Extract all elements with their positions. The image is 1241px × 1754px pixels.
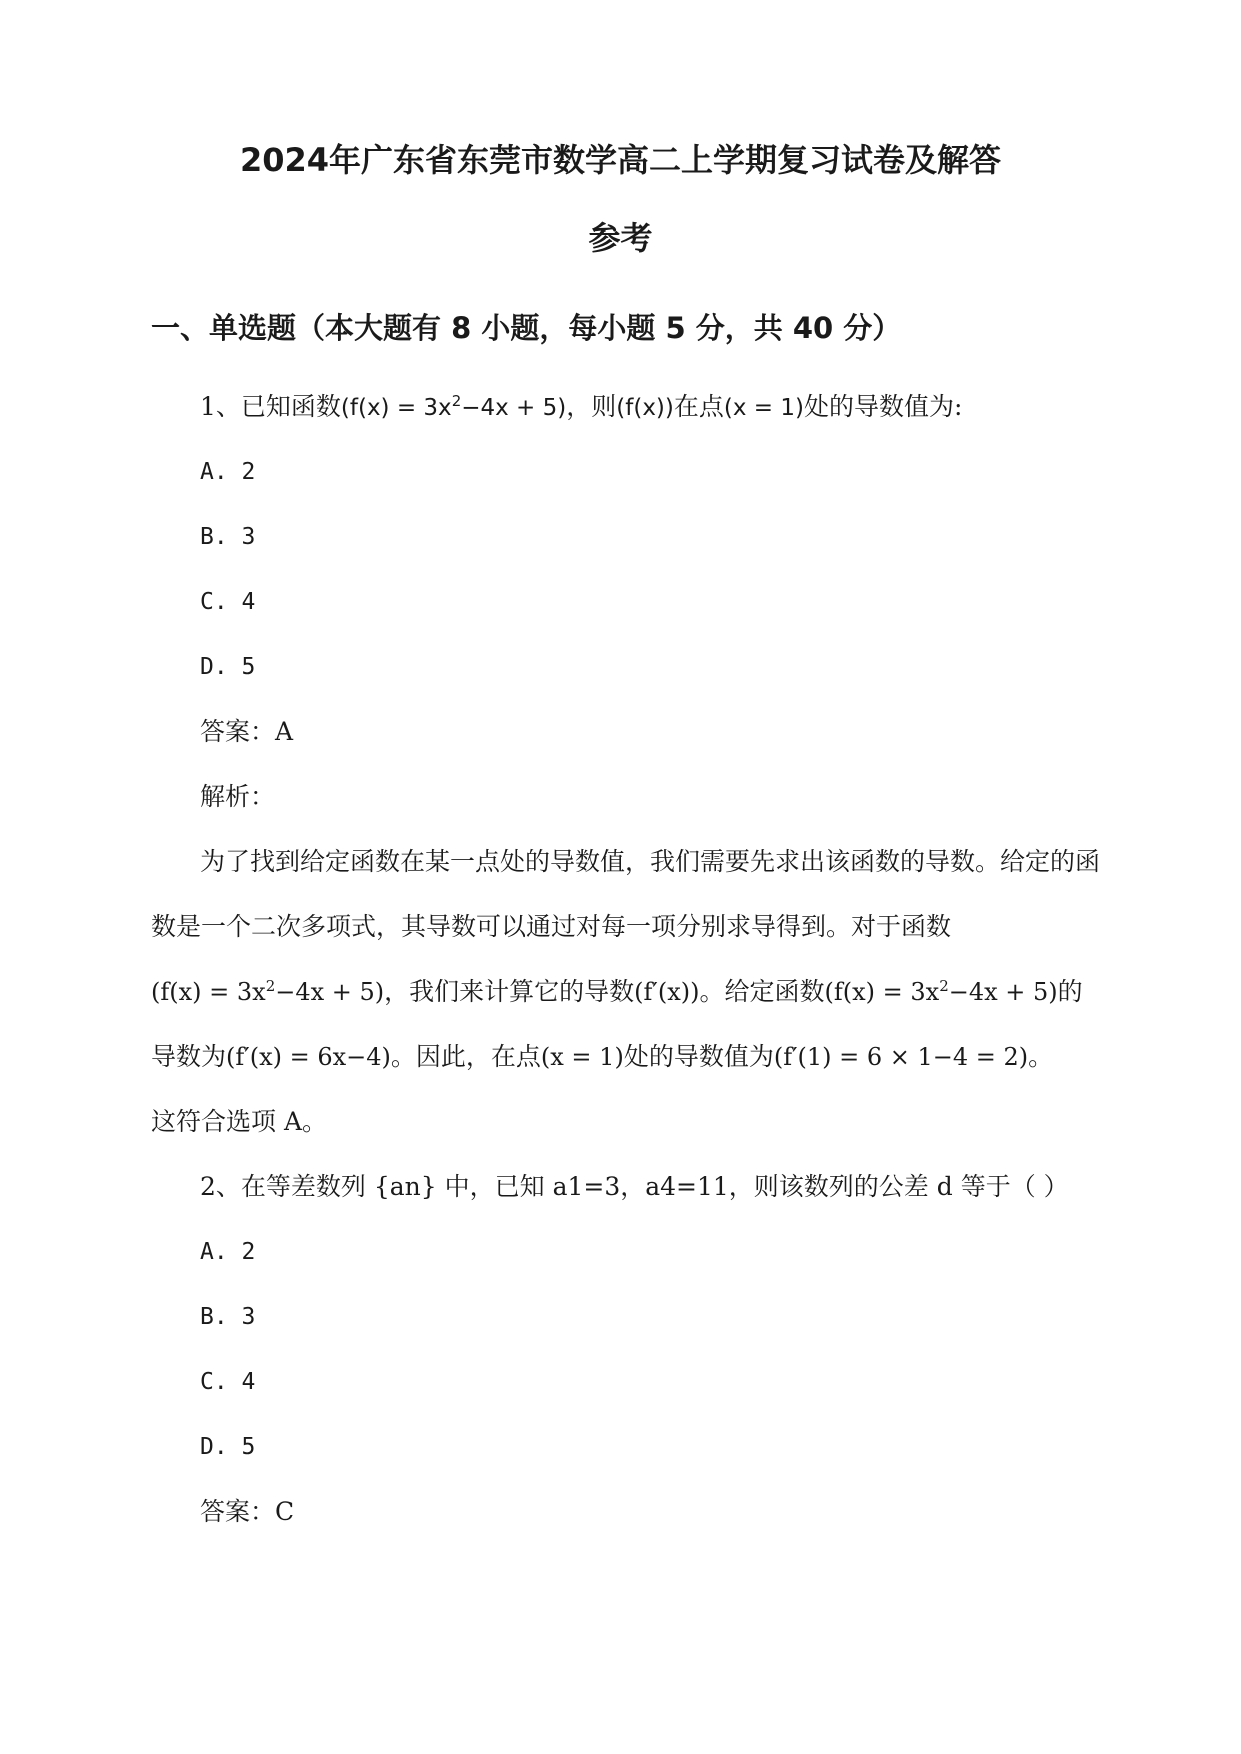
- q1-answer: 答案：A: [200, 717, 294, 746]
- q1-analysis-label: 解析：: [200, 782, 276, 811]
- q1-analysis-line: 为了找到给定函数在某一点处的导数值，我们需要先求出该函数的导数。给定的函: [200, 847, 1101, 876]
- q1-analysis-line: 导数为(f′(x) = 6x−4)。因此，在点(x = 1)处的导数值为(f′(1) = 6 × 1−4 = 2)。: [151, 1042, 1054, 1071]
- q1-option-b: B. 3: [200, 524, 256, 550]
- q1-text: ，则: [566, 392, 617, 421]
- q1-option-a: A. 2: [200, 459, 256, 485]
- q2-option-a: A. 2: [200, 1239, 256, 1265]
- document-title-continued: 参考: [588, 219, 653, 257]
- q2-option-d: D. 5: [200, 1434, 256, 1460]
- q1-suffix: 处的导数值为:: [804, 392, 963, 421]
- q1-analysis-line: 数是一个二次多项式，其导数可以通过对每一项分别求导得到。对于函数: [151, 912, 952, 941]
- q1-analysis-line: 这符合选项 A。: [151, 1107, 328, 1136]
- q1-function-expression: $(f(x) = 3x^2-4x + 5)$: [340, 392, 567, 421]
- section-heading-single-choice: 一、单选题（本大题有 8 小题，每小题 5 分，共 40 分）: [151, 311, 902, 345]
- q1-option-c: C. 4: [200, 589, 256, 615]
- question-1-stem: [200, 391, 962, 424]
- document-title: 2024年广东省东莞市数学高二上学期复习试卷及解答: [239, 141, 1002, 179]
- q1-analysis-line: $(f(x) = 3x^2-4x + 5)$，我们来计算它的导数(f′(x))。给定函数$(f(x) = 3x^2-4x + 5)$的: [151, 977, 1083, 1006]
- question-2-stem: 2、在等差数列 {an} 中，已知 a1=3，a4=11，则该数列的公差 d 等于（ ）: [200, 1172, 1069, 1201]
- q1-prefix: 1、已知函数: [200, 392, 341, 421]
- q1-option-d: D. 5: [200, 654, 256, 680]
- q2-option-b: B. 3: [200, 1304, 256, 1330]
- q2-option-c: C. 4: [200, 1369, 256, 1395]
- q1-text: 在点: [673, 392, 724, 421]
- q2-answer: 答案：C: [200, 1497, 295, 1526]
- q1-fx: (f(x)): [616, 395, 674, 421]
- q1-point: (x = 1): [723, 395, 804, 421]
